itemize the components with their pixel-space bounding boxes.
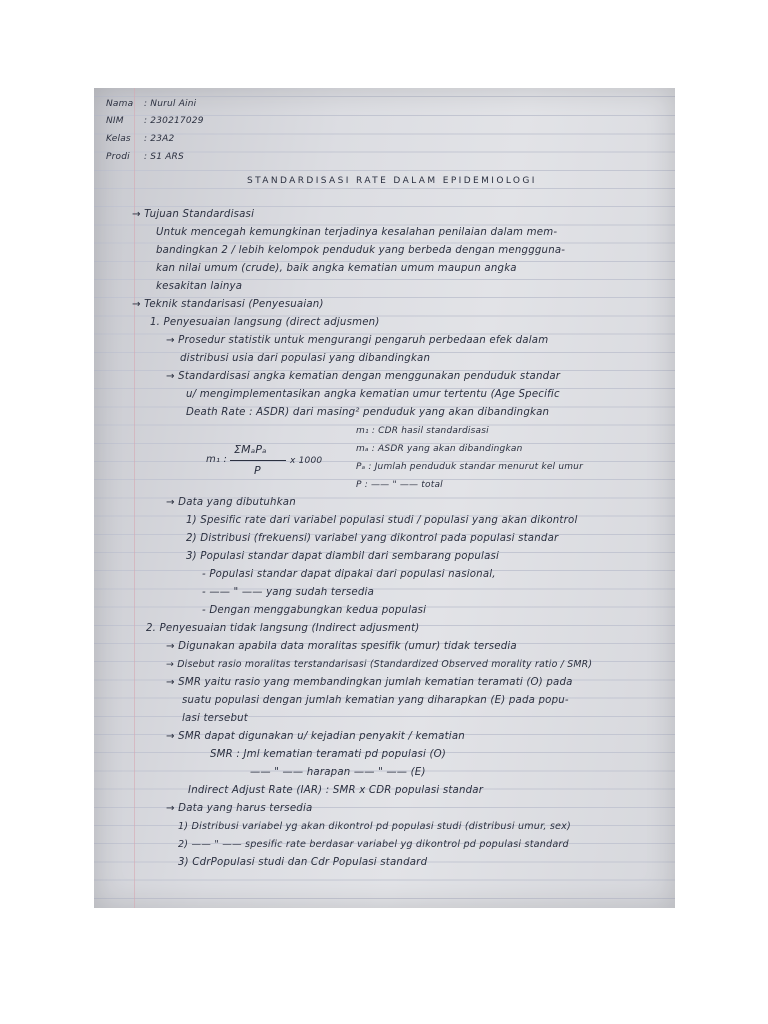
iar-formula: Indirect Adjust Rate (IAR) : SMR x CDR populasi standar: [188, 785, 484, 796]
notebook-page: [94, 88, 675, 908]
formula-legend: Pₐ : Jumlah penduduk standar menurut kel umur: [356, 462, 583, 472]
nim-label: NIM: [106, 116, 124, 126]
text-line: → Disebut rasio moralitas terstandarisasi (Standardized Observed morality ratio / SMR): [166, 659, 593, 670]
class-value: : 23A2: [144, 134, 175, 144]
formula-legend: m₁ : CDR hasil standardisasi: [356, 426, 489, 436]
text-line: distribusi usia dari populasi yang dibandingkan: [180, 353, 431, 364]
text-line: → Standardisasi angka kematian dengan menggunakan penduduk standar: [166, 371, 561, 382]
text-line: → Digunakan apabila data moralitas spesifik (umur) tidak tersedia: [166, 641, 517, 652]
study-program-value: : S1 ARS: [144, 152, 184, 162]
text-line: → Prosedur statistik untuk mengurangi pengaruh perbedaan efek dalam: [166, 335, 549, 346]
formula-legend: mₐ : ASDR yang akan dibandingkan: [356, 444, 523, 454]
text-line: 1) Distribusi variabel yg akan dikontrol pd populasi studi (distribusi umur, sex): [178, 821, 571, 832]
text-line: kan nilai umum (crude), baik angka kematian umum maupun angka: [156, 263, 517, 274]
formula-lhs: m₁ :: [206, 454, 228, 465]
text-line: u/ mengimplementasikan angka kematian umur tertentu (Age Specific: [186, 389, 560, 400]
text-line: - Dengan menggabungkan kedua populasi: [202, 605, 427, 616]
text-line: 3) Populasi standar dapat diambil dari sembarang populasi: [186, 551, 500, 562]
text-line: 2) —— " —— spesific rate berdasar variabel yg dikontrol pd populasi standard: [178, 839, 569, 850]
formula-legend: P : —— " —— total: [356, 480, 443, 490]
name-label: Nama: [106, 99, 134, 109]
section-heading-technique: → Teknik standarisasi (Penyesuaian): [132, 299, 324, 310]
nim-value: : 230217029: [144, 116, 204, 126]
text-line: 2) Distribusi (frekuensi) variabel yang dikontrol pada populasi standar: [186, 533, 559, 544]
text-line: suatu populasi dengan jumlah kematian yang diharapkan (E) pada popu-: [182, 695, 569, 706]
text-line: - —— " —— yang sudah tersedia: [202, 587, 375, 598]
formula-multiplier: x 1000: [290, 456, 323, 466]
text-line: → SMR yaitu rasio yang membandingkan jumlah kematian teramati (O) pada: [166, 677, 573, 688]
text-line: 1) Spesific rate dari variabel populasi studi / populasi yang akan dikontrol: [186, 515, 578, 526]
class-label: Kelas: [106, 134, 131, 144]
text-line: bandingkan 2 / lebih kelompok penduduk yang berbeda dengan menggguna-: [156, 245, 566, 256]
section-heading-purpose: → Tujuan Standardisasi: [132, 209, 255, 220]
text-line: 3) CdrPopulasi studi dan Cdr Populasi standard: [178, 857, 428, 868]
subheading-data-needed: → Data yang dibutuhkan: [166, 497, 296, 508]
text-line: kesakitan lainya: [156, 281, 243, 292]
text-line: Death Rate : ASDR) dari masing² penduduk yang akan dibandingkan: [186, 407, 550, 418]
page-title: STANDARDISASI RATE DALAM EPIDEMIOLOGI: [247, 176, 537, 186]
text-line: Untuk mencegah kemungkinan terjadinya kesalahan penilaian dalam mem-: [156, 227, 558, 238]
fraction-bar: [230, 460, 286, 461]
text-line: - Populasi standar dapat dipakai dari populasi nasional,: [202, 569, 496, 580]
text-line: → SMR dapat digunakan u/ kejadian penyakit / kematian: [166, 731, 465, 742]
subheading-data-required: → Data yang harus tersedia: [166, 803, 313, 814]
study-program-label: Prodi: [106, 152, 130, 162]
name-value: : Nurul Aini: [144, 99, 197, 109]
formula-numerator: ΣMₐPₐ: [234, 443, 267, 456]
smr-formula: SMR : Jml kematian teramati pd populasi (O): [210, 749, 447, 760]
smr-formula: —— " —— harapan —— " —— (E): [250, 767, 426, 778]
subheading-direct: 1. Penyesuaian langsung (direct adjusmen): [150, 317, 380, 328]
formula-denominator: P: [254, 464, 261, 477]
subheading-indirect: 2. Penyesuaian tidak langsung (Indirect adjusment): [146, 623, 420, 634]
text-line: lasi tersebut: [182, 713, 248, 724]
